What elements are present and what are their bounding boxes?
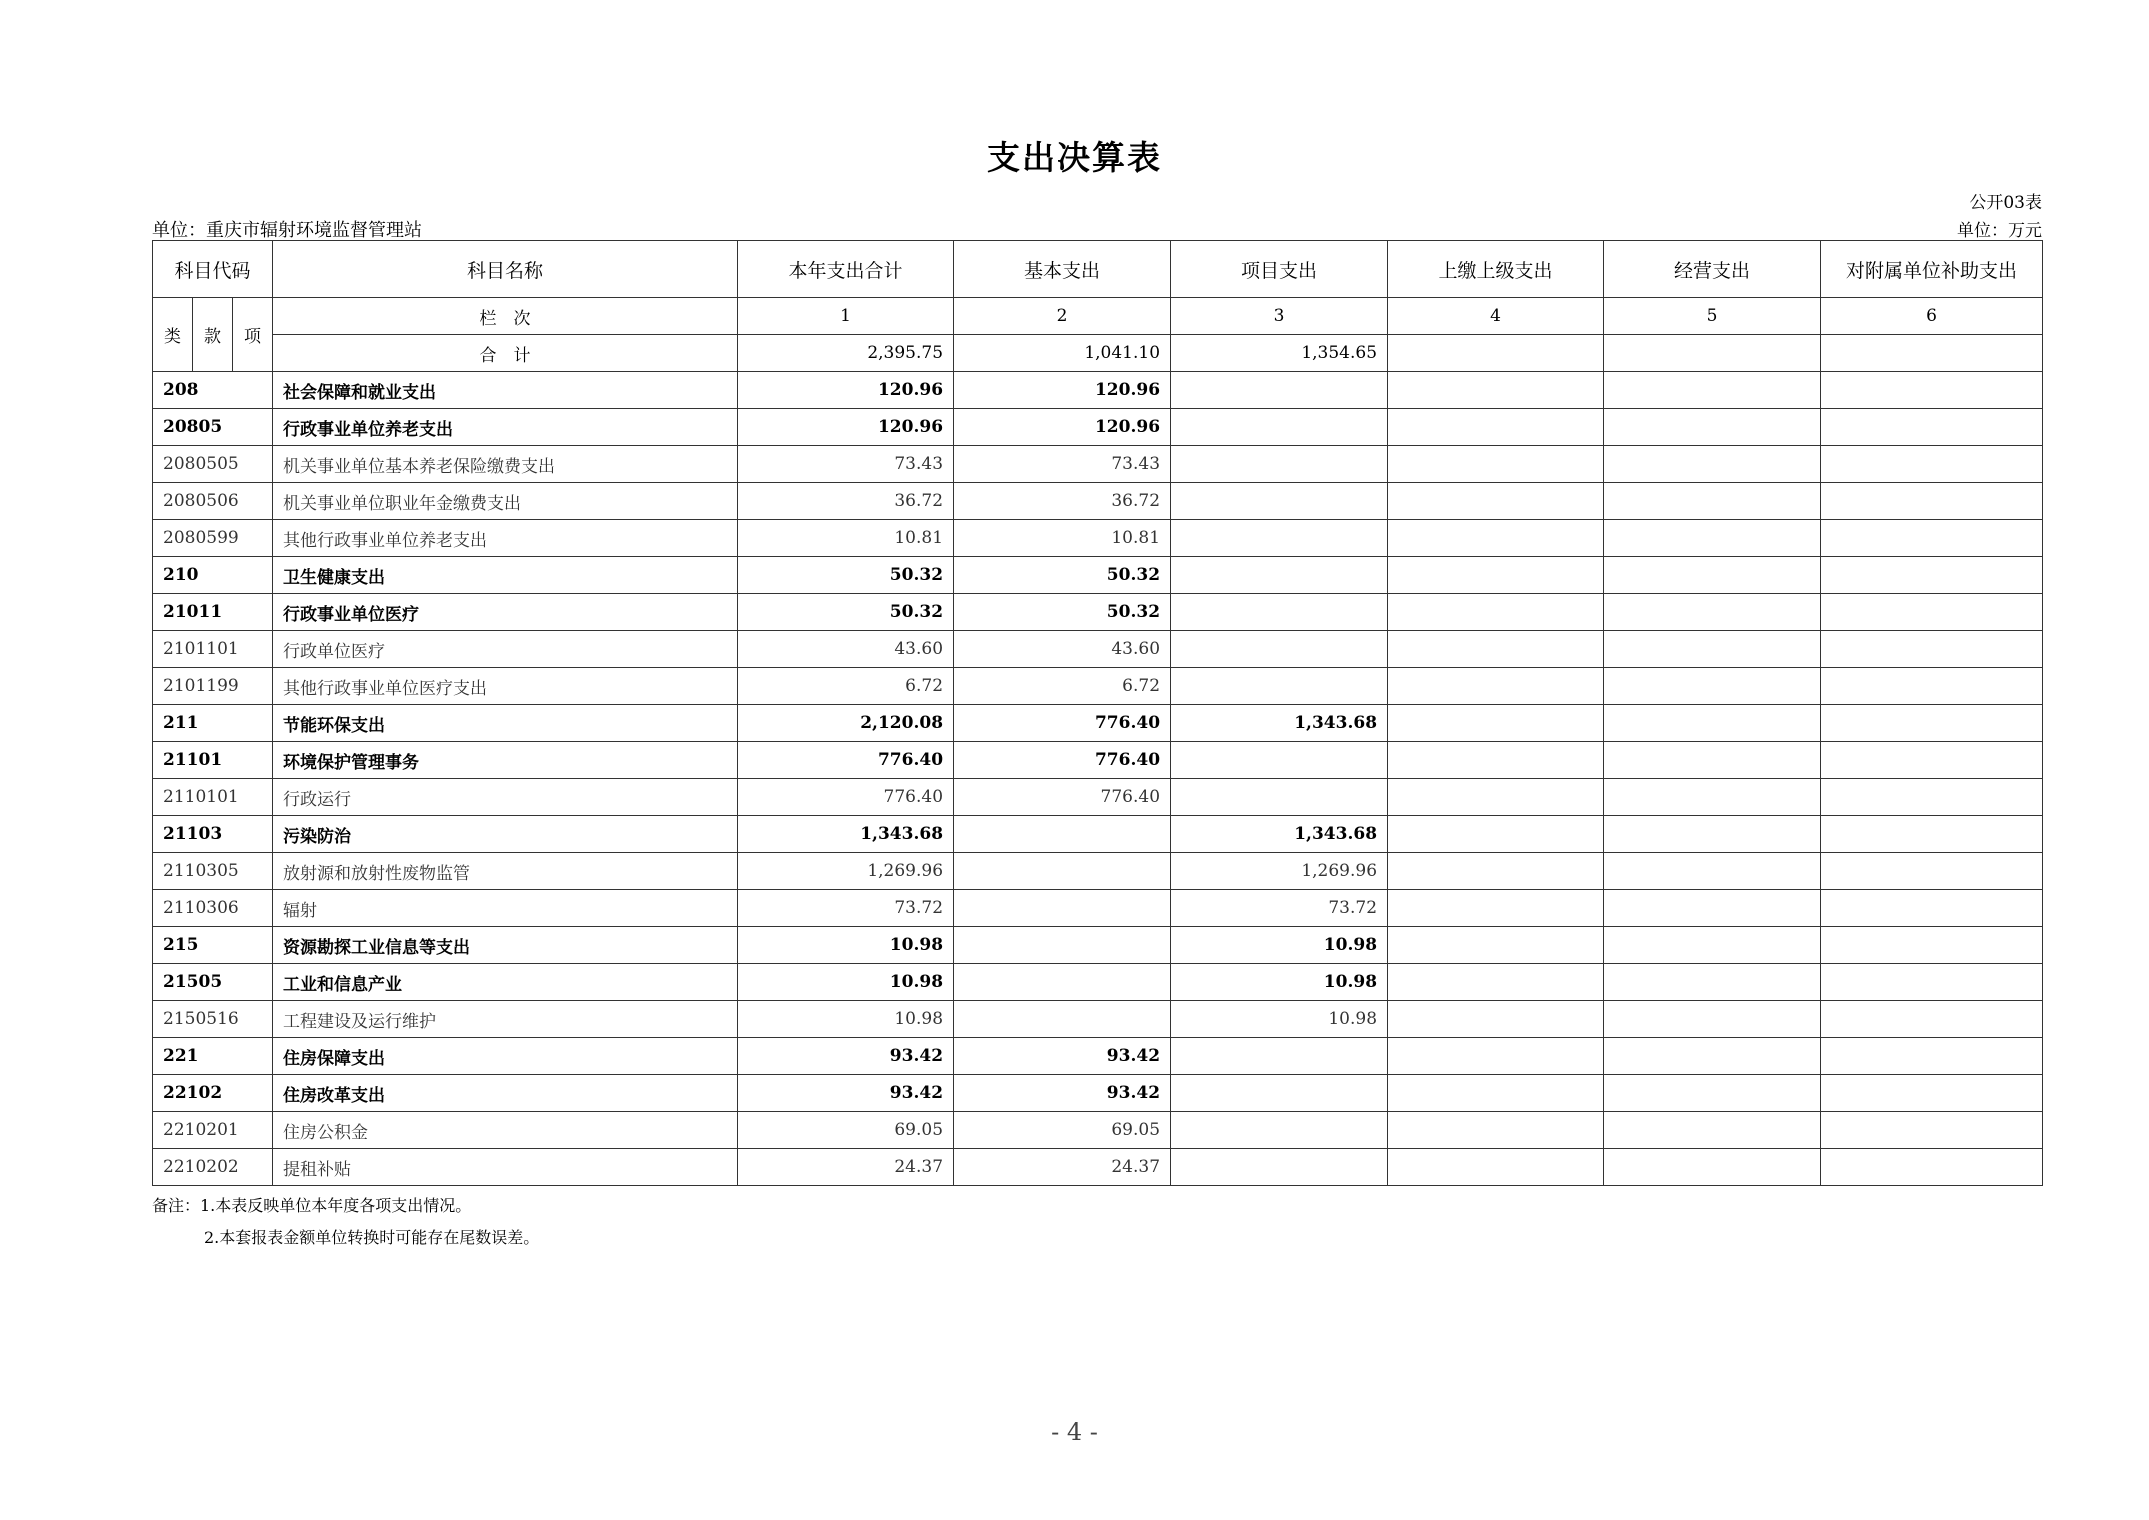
row-project [1171, 1038, 1388, 1075]
form-number: 公开03表 [1969, 193, 2042, 213]
row-subsidy [1821, 594, 2043, 631]
row-total: 36.72 [738, 483, 954, 520]
row-project [1171, 1149, 1388, 1186]
row-name: 卫生健康支出 [273, 557, 738, 594]
row-subsidy [1821, 779, 2043, 816]
header-upper: 上缴上级支出 [1388, 241, 1604, 298]
header-lei: 类 [153, 298, 193, 372]
row-code: 211 [153, 705, 273, 742]
row-basic [954, 1001, 1171, 1038]
row-name: 工程建设及运行维护 [273, 1001, 738, 1038]
row-project [1171, 668, 1388, 705]
row-business [1604, 853, 1821, 890]
table-row [153, 742, 2043, 779]
row-upper [1388, 631, 1604, 668]
row-code: 21101 [153, 742, 273, 779]
row-business [1604, 964, 1821, 1001]
header-project: 项目支出 [1171, 241, 1388, 298]
header-xiang: 项 [233, 298, 273, 372]
row-code: 2101199 [153, 668, 273, 705]
row-code: 20805 [153, 409, 273, 446]
row-upper [1388, 927, 1604, 964]
row-upper [1388, 964, 1604, 1001]
row-business [1604, 1112, 1821, 1149]
row-subsidy [1821, 890, 2043, 927]
row-code: 2080599 [153, 520, 273, 557]
row-total: 69.05 [738, 1112, 954, 1149]
row-project [1171, 446, 1388, 483]
table-row [153, 779, 2043, 816]
table-row [153, 1112, 2043, 1149]
column-index-row [153, 298, 2043, 335]
total-row [153, 335, 2043, 372]
row-project [1171, 483, 1388, 520]
row-subsidy [1821, 816, 2043, 853]
row-subsidy [1821, 557, 2043, 594]
row-total: 10.98 [738, 1001, 954, 1038]
row-name: 污染防治 [273, 816, 738, 853]
row-basic: 6.72 [954, 668, 1171, 705]
row-upper [1388, 483, 1604, 520]
row-upper [1388, 1075, 1604, 1112]
row-basic: 43.60 [954, 631, 1171, 668]
row-business [1604, 816, 1821, 853]
header-kuan: 款 [193, 298, 233, 372]
row-name: 放射源和放射性废物监管 [273, 853, 738, 890]
header-row [153, 241, 2043, 298]
row-total: 93.42 [738, 1075, 954, 1112]
table-row [153, 1038, 2043, 1075]
total-business [1604, 335, 1821, 372]
row-basic: 776.40 [954, 779, 1171, 816]
row-project: 73.72 [1171, 890, 1388, 927]
header-code: 科目代码 [153, 241, 273, 298]
row-project [1171, 409, 1388, 446]
row-basic: 776.40 [954, 705, 1171, 742]
row-project: 1,269.96 [1171, 853, 1388, 890]
row-basic [954, 853, 1171, 890]
row-business [1604, 779, 1821, 816]
row-basic [954, 927, 1171, 964]
table-row [153, 927, 2043, 964]
row-total: 73.72 [738, 890, 954, 927]
row-business [1604, 1038, 1821, 1075]
row-subsidy [1821, 1112, 2043, 1149]
table-row [153, 1149, 2043, 1186]
row-code: 2080505 [153, 446, 273, 483]
expenditure-table [152, 240, 2043, 1186]
row-name: 工业和信息产业 [273, 964, 738, 1001]
row-name: 节能环保支出 [273, 705, 738, 742]
table-row [153, 631, 2043, 668]
table-row [153, 520, 2043, 557]
row-subsidy [1821, 964, 2043, 1001]
row-code: 21103 [153, 816, 273, 853]
column-index-3: 3 [1171, 298, 1388, 335]
row-upper [1388, 520, 1604, 557]
row-name: 住房改革支出 [273, 1075, 738, 1112]
row-name: 行政单位医疗 [273, 631, 738, 668]
row-total: 120.96 [738, 372, 954, 409]
row-subsidy [1821, 631, 2043, 668]
row-business [1604, 409, 1821, 446]
table-row [153, 1075, 2043, 1112]
row-basic [954, 890, 1171, 927]
row-subsidy [1821, 705, 2043, 742]
row-name: 其他行政事业单位养老支出 [273, 520, 738, 557]
row-basic: 36.72 [954, 483, 1171, 520]
row-name: 行政运行 [273, 779, 738, 816]
row-name: 辐射 [273, 890, 738, 927]
row-upper [1388, 1149, 1604, 1186]
row-total: 120.96 [738, 409, 954, 446]
row-code: 2110305 [153, 853, 273, 890]
row-subsidy [1821, 1038, 2043, 1075]
row-code: 2080506 [153, 483, 273, 520]
header-business: 经营支出 [1604, 241, 1821, 298]
column-index-1: 1 [738, 298, 954, 335]
row-total: 6.72 [738, 668, 954, 705]
row-upper [1388, 372, 1604, 409]
row-total: 776.40 [738, 779, 954, 816]
row-subsidy [1821, 927, 2043, 964]
row-business [1604, 594, 1821, 631]
row-subsidy [1821, 1001, 2043, 1038]
row-name: 机关事业单位职业年金缴费支出 [273, 483, 738, 520]
row-basic: 73.43 [954, 446, 1171, 483]
row-code: 215 [153, 927, 273, 964]
row-subsidy [1821, 409, 2043, 446]
row-name: 行政事业单位医疗 [273, 594, 738, 631]
row-upper [1388, 890, 1604, 927]
page-number: - 4 - [1051, 1418, 1098, 1446]
row-upper [1388, 557, 1604, 594]
total-project: 1,354.65 [1171, 335, 1388, 372]
row-name: 行政事业单位养老支出 [273, 409, 738, 446]
row-basic: 93.42 [954, 1038, 1171, 1075]
row-business [1604, 742, 1821, 779]
row-name: 环境保护管理事务 [273, 742, 738, 779]
row-subsidy [1821, 742, 2043, 779]
row-name: 其他行政事业单位医疗支出 [273, 668, 738, 705]
row-code: 2110101 [153, 779, 273, 816]
row-business [1604, 372, 1821, 409]
row-business [1604, 446, 1821, 483]
total-amount: 2,395.75 [738, 335, 954, 372]
column-index-2: 2 [954, 298, 1171, 335]
row-name: 社会保障和就业支出 [273, 372, 738, 409]
row-business [1604, 668, 1821, 705]
row-name: 机关事业单位基本养老保险缴费支出 [273, 446, 738, 483]
row-project [1171, 1112, 1388, 1149]
row-upper [1388, 779, 1604, 816]
row-project [1171, 520, 1388, 557]
row-upper [1388, 409, 1604, 446]
table-row [153, 557, 2043, 594]
total-upper [1388, 335, 1604, 372]
row-project [1171, 742, 1388, 779]
table-row [153, 446, 2043, 483]
row-total: 73.43 [738, 446, 954, 483]
row-total: 1,269.96 [738, 853, 954, 890]
row-upper [1388, 853, 1604, 890]
row-subsidy [1821, 520, 2043, 557]
row-basic: 10.81 [954, 520, 1171, 557]
row-business [1604, 520, 1821, 557]
row-code: 2110306 [153, 890, 273, 927]
row-total: 1,343.68 [738, 816, 954, 853]
column-index-4: 4 [1388, 298, 1604, 335]
table-row [153, 594, 2043, 631]
row-upper [1388, 594, 1604, 631]
row-code: 2210202 [153, 1149, 273, 1186]
row-project: 10.98 [1171, 964, 1388, 1001]
notes [152, 1190, 539, 1254]
row-subsidy [1821, 483, 2043, 520]
column-index-5: 5 [1604, 298, 1821, 335]
row-upper [1388, 446, 1604, 483]
row-upper [1388, 742, 1604, 779]
column-index-6: 6 [1821, 298, 2043, 335]
page-title: 支出决算表 [987, 138, 1162, 177]
row-business [1604, 557, 1821, 594]
row-total: 10.81 [738, 520, 954, 557]
row-total: 93.42 [738, 1038, 954, 1075]
table-row [153, 816, 2043, 853]
row-upper [1388, 1038, 1604, 1075]
row-project [1171, 631, 1388, 668]
table-row [153, 853, 2043, 890]
row-code: 2150516 [153, 1001, 273, 1038]
column-index-label: 栏 次 [273, 298, 738, 335]
row-total: 50.32 [738, 557, 954, 594]
row-business [1604, 1075, 1821, 1112]
row-project: 10.98 [1171, 927, 1388, 964]
row-name: 住房公积金 [273, 1112, 738, 1149]
total-label: 合 计 [273, 335, 738, 372]
table-row [153, 483, 2043, 520]
row-upper [1388, 1112, 1604, 1149]
row-total: 2,120.08 [738, 705, 954, 742]
row-project: 10.98 [1171, 1001, 1388, 1038]
row-basic: 120.96 [954, 372, 1171, 409]
row-upper [1388, 816, 1604, 853]
row-project [1171, 594, 1388, 631]
row-code: 21011 [153, 594, 273, 631]
row-upper [1388, 668, 1604, 705]
row-business [1604, 483, 1821, 520]
row-code: 21505 [153, 964, 273, 1001]
row-basic: 93.42 [954, 1075, 1171, 1112]
row-basic: 50.32 [954, 557, 1171, 594]
row-project [1171, 1075, 1388, 1112]
row-subsidy [1821, 853, 2043, 890]
note-line-1: 备注：1.本表反映单位本年度各项支出情况。 [152, 1196, 472, 1215]
row-basic: 776.40 [954, 742, 1171, 779]
row-project [1171, 779, 1388, 816]
table-row [153, 668, 2043, 705]
total-basic: 1,041.10 [954, 335, 1171, 372]
currency-unit: 单位：万元 [1957, 221, 2042, 241]
row-total: 24.37 [738, 1149, 954, 1186]
header-subsidy: 对附属单位补助支出 [1821, 241, 2043, 298]
row-basic: 120.96 [954, 409, 1171, 446]
row-project: 1,343.68 [1171, 705, 1388, 742]
note-line-2: 2.本套报表金额单位转换时可能存在尾数误差。 [204, 1228, 540, 1247]
row-total: 10.98 [738, 964, 954, 1001]
header-total: 本年支出合计 [738, 241, 954, 298]
row-basic [954, 964, 1171, 1001]
table-row [153, 1001, 2043, 1038]
row-business [1604, 927, 1821, 964]
row-project [1171, 372, 1388, 409]
row-business [1604, 1001, 1821, 1038]
row-upper [1388, 1001, 1604, 1038]
row-name: 提租补贴 [273, 1149, 738, 1186]
row-code: 2101101 [153, 631, 273, 668]
total-subsidy [1821, 335, 2043, 372]
row-code: 2210201 [153, 1112, 273, 1149]
row-basic: 50.32 [954, 594, 1171, 631]
row-total: 10.98 [738, 927, 954, 964]
row-project: 1,343.68 [1171, 816, 1388, 853]
row-basic [954, 816, 1171, 853]
row-subsidy [1821, 668, 2043, 705]
header-name: 科目名称 [273, 241, 738, 298]
table-row [153, 372, 2043, 409]
row-total: 50.32 [738, 594, 954, 631]
header-basic: 基本支出 [954, 241, 1171, 298]
row-business [1604, 705, 1821, 742]
row-name: 住房保障支出 [273, 1038, 738, 1075]
row-total: 43.60 [738, 631, 954, 668]
row-subsidy [1821, 1075, 2043, 1112]
row-upper [1388, 705, 1604, 742]
row-business [1604, 890, 1821, 927]
table-row [153, 964, 2043, 1001]
row-total: 776.40 [738, 742, 954, 779]
row-code: 208 [153, 372, 273, 409]
row-code: 221 [153, 1038, 273, 1075]
row-subsidy [1821, 372, 2043, 409]
table-row [153, 890, 2043, 927]
row-basic: 24.37 [954, 1149, 1171, 1186]
row-basic: 69.05 [954, 1112, 1171, 1149]
row-project [1171, 557, 1388, 594]
row-code: 210 [153, 557, 273, 594]
row-business [1604, 631, 1821, 668]
table-row [153, 409, 2043, 446]
reporting-unit: 单位：重庆市辐射环境监督管理站 [152, 220, 422, 241]
row-subsidy [1821, 1149, 2043, 1186]
table-row [153, 705, 2043, 742]
row-business [1604, 1149, 1821, 1186]
row-subsidy [1821, 446, 2043, 483]
row-code: 22102 [153, 1075, 273, 1112]
row-name: 资源勘探工业信息等支出 [273, 927, 738, 964]
